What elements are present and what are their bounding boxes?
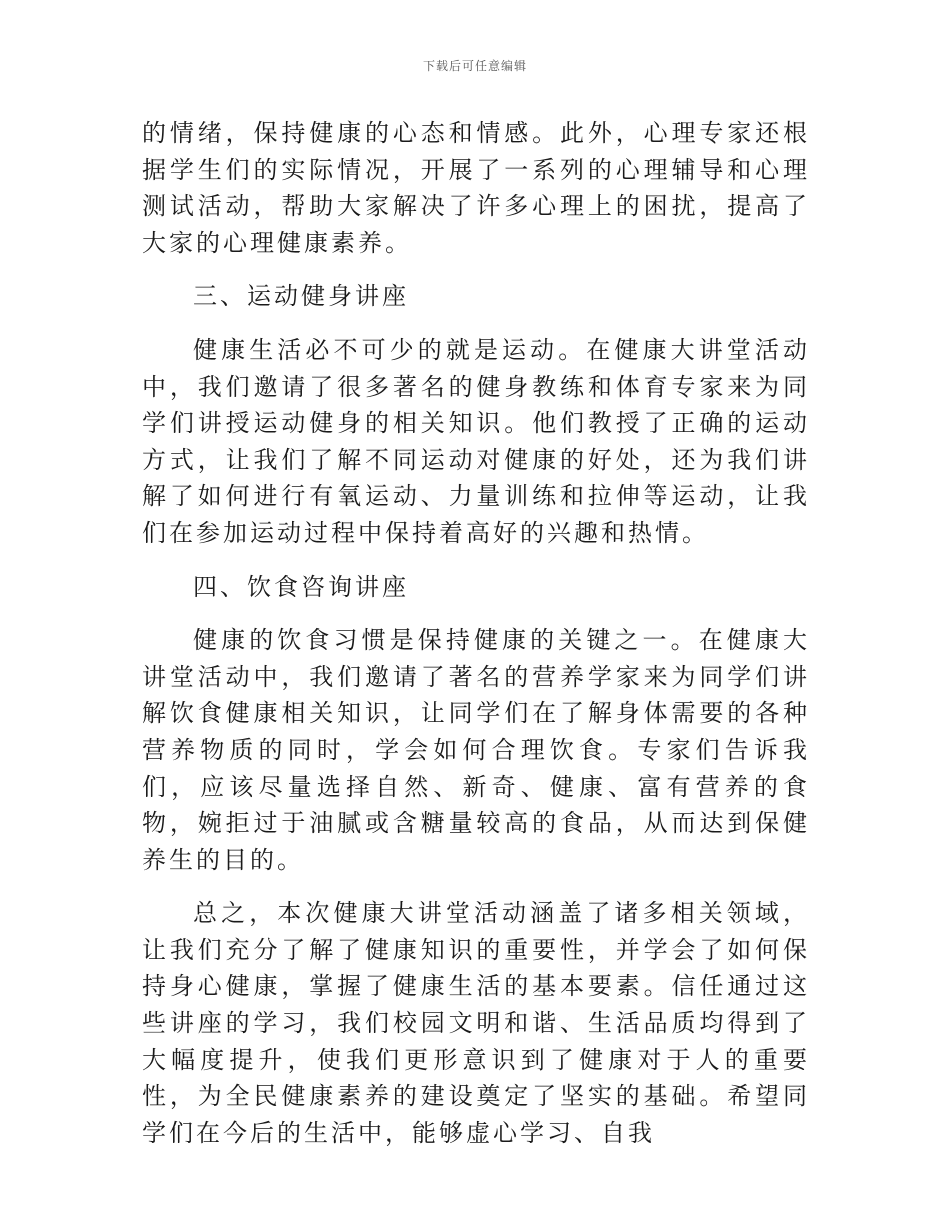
paragraph-conclusion: 总之，本次健康大讲堂活动涵盖了诸多相关领域，让我们充分了解了健康知识的重要性，并学会了如何保持身心健康，掌握了健康生活的基本要素。信任通过这些讲座的学习，我们校园文明和谐、生活品质均得到了大幅度提升，使我们更形意识到了健康对于人的重要性，为全民健康素养的建设奠定了坚实的基础。希望同学们在今后的生活中，能够虚心学习、自我 bbox=[142, 899, 810, 1147]
section-heading-diet: 四、饮食咨询讲座 bbox=[193, 572, 409, 601]
page-header-note: 下载后可任意编辑 bbox=[422, 59, 527, 73]
section-heading-exercise: 三、运动健身讲座 bbox=[193, 282, 409, 311]
paragraph-diet: 健康的饮食习惯是保持健康的关键之一。在健康大讲堂活动中，我们邀请了著名的营养学家来为同学们讲解饮食健康相关知识，让同学们在了解身体需要的各种营养物质的同时，学会如何合理饮食。专家们告诉我们，应该尽量选择自然、新奇、健康、富有营养的食物，婉拒过于油腻或含糖量较高的食品，从而达到保健养生的目的。 bbox=[142, 626, 810, 874]
paragraph-psychology-continued: 的情绪，保持健康的心态和情感。此外，心理专家还根据学生们的实际情况，开展了一系列的心理辅导和心理测试活动，帮助大家解决了许多心理上的困扰，提高了大家的心理健康素养。 bbox=[142, 119, 810, 257]
paragraph-exercise: 健康生活必不可少的就是运动。在健康大讲堂活动中，我们邀请了很多著名的健身教练和体育专家来为同学们讲授运动健身的相关知识。他们教授了正确的运动方式，让我们了解不同运动对健康的好处，还为我们讲解了如何进行有氧运动、力量训练和拉伸等运动，让我们在参加运动过程中保持着高好的兴趣和热情。 bbox=[142, 335, 810, 547]
document-body bbox=[142, 115, 810, 1151]
